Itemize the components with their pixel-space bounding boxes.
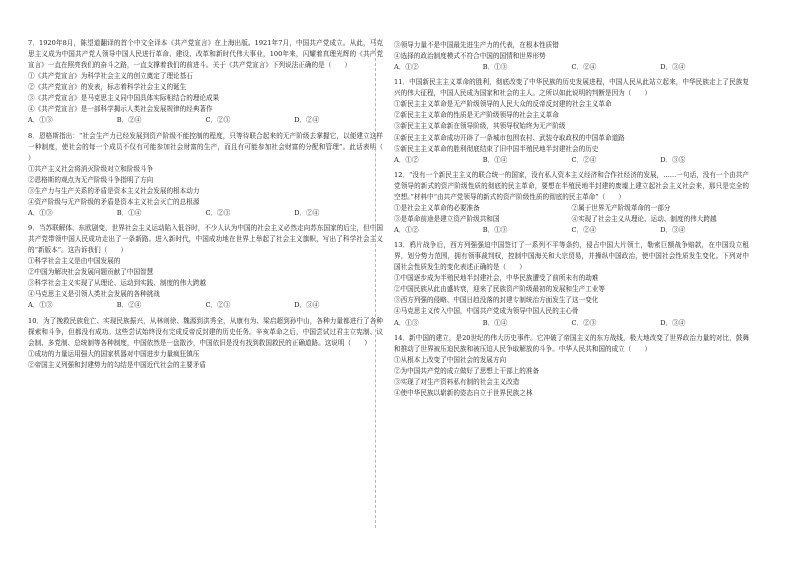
answer-option: C．②④ [571, 155, 597, 164]
right-column [394, 40, 749, 403]
question-stem: 9．当苏联解体、东欧剧变，世界社会主义运动陷入低谷时，不少人认为中国的社会主义必然走向苏东国家的后尘，但中国共产党带领中国人民成功走出了一条新路。进入新时代，中国成功地在世界上举起了社会主义旗帜，写出了科学社会主义的“新版本”。这告诉我们（ ） [28, 224, 383, 255]
answer-option: D．③④ [294, 301, 320, 310]
answer-option: A．①③ [394, 318, 419, 327]
answer-option: C．②③ [205, 301, 231, 310]
answer-option: D．②④ [294, 208, 320, 217]
statement-item: ①是社会主义革命的必要准备 [394, 203, 480, 212]
answer-option: B．②④ [116, 301, 142, 310]
statement-item: ①《共产党宣言》为科学社会主义的创立奠定了理论基石 [28, 72, 193, 81]
answer-option: D．③④ [660, 226, 686, 234]
statement-item: ②属于世界无产阶级革命的一部分 [571, 203, 671, 212]
answer-option: A．①③ [28, 116, 53, 125]
statement-item: ①成功的力量运用强大的国家机器对中国进步力量疯狂镇压 [28, 349, 200, 358]
statement-item: ②中国为解决社会发展问题贡献了中国智慧 [28, 268, 154, 277]
question-block [28, 131, 397, 220]
answer-option: D．②④ [294, 116, 320, 125]
statement-item: ③生产力与生产关系的矛盾是资本主义社会发展的根本动力 [28, 186, 200, 195]
statement-item: ④马克思主义传入中国，中国共产党成为领导中国人民的主心骨 [394, 307, 579, 316]
answer-options [28, 208, 383, 219]
answer-option: C．②③ [205, 208, 231, 217]
answer-options [394, 225, 749, 236]
question-stem: 7．1920年8月，陈望道翻译的首个中文全译本《共产党宣言》在上海出版。1921年7月，中国共产党成立。从此，马克思主义成为中国共产党人领导中国人民进行革命、建设、改革和新时代伟大事业，100年来，闪耀着真理光辉的《共产党宣言》一直在照亮我们的奋斗之路，一直支撑着我们的前进斗。关于《共产党宣言》下列说法正确的是（ ） [28, 39, 383, 70]
answer-option: C．②④ [571, 63, 597, 72]
answer-options [28, 115, 383, 126]
statement-item: ④选择的政治制度模式不符合中国的国情和世界形势 [394, 52, 546, 61]
answer-option: A．①② [394, 226, 419, 234]
statement-item: ①共产主义社会将消灭阶级对立和阶级斗争 [28, 164, 154, 173]
answer-option: A．①② [394, 155, 419, 164]
question-stem: 11．中国新民主主义革命的胜利，彻底改变了中华民族的历史发展进程，中国人民从此站立起来，中华民族走上了民族复兴的伟大征程，中国人民成为国家和社会的主人。之所以如此说明的判断是因为（ ） [394, 78, 749, 98]
answer-option: B．①③ [482, 226, 508, 234]
statement-item: ④实现了社会主义从理论、运动、制度的伟大跨越 [571, 214, 717, 223]
statement-item: ②帝国主义列强和封建势力的勾结是中国近代社会的主要矛盾 [28, 360, 207, 369]
statement-item: ①从根本上改变了中国社会的发展方向 [394, 355, 507, 364]
question-stem: 12．“没有一个新民主主义的联合统一的国家，没有私人资本主义经济和合作社经济的发展，……一句话，没有一个由共产党领导的新式的资产阶级性质的彻底的民主革命，要想在半殖民地半封建的废墟上建立起社会主义社会来，那只是完全的空想。”材料中“由共产党领导的新式的资产阶级性质的彻底的民主革命”（ ） [394, 170, 749, 201]
column-divider [375, 38, 376, 528]
question-stem: 10．为了挽救民族危亡、实现民族振兴，从林则徐、魏源到洪秀全，从康有为、梁启超到孙中山，各种力量都进行了各种探索和斗争，但都没有成功。这些尝试始终没有完成反帝反封建的历史任务。辛亥革命之后，中国尝试过君主立宪制、议会制、多党制、总统制等各种制度，中国依然是一盘散沙，中国依旧是没有找到救国救民的正确道路。这说明（ ） [28, 316, 383, 347]
statement-item: ②恩格斯的观点为无产阶级斗争指明了方向 [28, 175, 154, 184]
answer-options [394, 62, 749, 73]
left-column [28, 38, 397, 375]
statement-item: ③科学社会主义实现了从理论、运动到实践、制度的伟大跨越 [28, 279, 207, 288]
answer-option: A．①② [394, 63, 419, 72]
statement-item: ④马克思主义是引领人类社会发展的各种挑战 [28, 290, 160, 299]
statement-item: ③是革命前途是建立资产阶级共和国 [394, 214, 500, 223]
question-stem: 8．恩格斯指出：“社会生产力已经发展到资产阶级不能控制的程度，只等待联合起来的无产阶级去掌握它，以便建立这样一种制度，使社会的每一个成员不仅有可能参加社会财富的生产，而且有可能参加社会财富的分配和管理”。此话表明（ ） [28, 131, 397, 162]
answer-option: C．②④ [571, 226, 597, 234]
question-stem: 14．新中国的建立，是20世纪的伟大历史事件。它冲破了帝国主义的东方战线，极大地改变了世界政治力量的对比，鼓舞和推动了世界被压迫民族和被压迫人民争取解放的斗争。中华人民共和国的成立（ ） [394, 333, 749, 353]
answer-option: C．②③ [571, 318, 597, 327]
statement-item: ④《共产党宣言》是一部科学揭示人类社会发展规律的经典著作 [28, 105, 213, 114]
answer-option: B．①④ [482, 318, 508, 327]
question-block [394, 77, 749, 166]
answer-option: B．①④ [482, 155, 508, 164]
statement-item: ③《共产党宣言》是马克思主义同中国具体实际相结合的理论成果 [28, 94, 220, 103]
statement-item: ①新民主主义革命是无产阶级领导的人民大众的反帝反封建的社会主义革命 [394, 100, 612, 109]
answer-option: D．③④ [660, 63, 686, 72]
statement-item: ②新民主主义革命的性质是无产阶级领导的社会主义革命 [394, 111, 559, 120]
question-block [394, 40, 749, 73]
answer-option: D．③④ [660, 318, 686, 327]
statement-item: ③领导力量不是中国最先进生产力的代表，在根本性质错 [394, 41, 559, 49]
statement-item: ①中国逐步成为半殖民地半封建社会，中华民族遭受了前所未有的劫难 [394, 274, 599, 283]
answer-option: D．③⑤ [660, 155, 686, 164]
statement-item: ④使中华民族以崭新的姿态自立于世界民族之林 [394, 388, 533, 397]
answer-option: A．①③ [28, 208, 53, 217]
question-block [394, 240, 749, 329]
statement-item: ④新民主主义革命成功开辟了一条城市包围农村、武装夺取政权的中国革命道路 [394, 133, 625, 142]
question-stem: 13．鸦片战争后，西方列强强迫中国签订了一系列不平等条约，侵占中国大片领土，勒索巨额战争赔款，在中国设立租界，划分势力范围，拥有领事裁判权，控制中国海关和大宗贸易，并操纵中国政治，使中国社会性质发生变化。下列对中国社会性质发生的变化表述正确的是（ ） [394, 241, 749, 272]
statement-item: ③西方列强的侵略、中国日趋没落的封建专制统治方面发生了这一变化 [394, 296, 599, 305]
statement-pair-row [394, 203, 749, 214]
statement-item: ④资产阶级与无产阶级的矛盾是资本主义社会灭亡的总根源 [28, 197, 200, 206]
statement-item: ②中国民族从此由盛转衰，迎来了民族资产阶级最初的发展和生产工业等 [394, 285, 605, 294]
answer-option: C．②③ [205, 116, 231, 125]
statement-item: ①科学社会主义是由中国发展的 [28, 257, 121, 266]
statement-item: ③实现了对生产资料私有制的社会主义改造 [394, 377, 520, 386]
question-block [28, 38, 383, 127]
statement-item: ②《共产党宣言》的发表，标志着科学社会主义的诞生 [28, 83, 187, 92]
answer-option: B．②④ [116, 116, 142, 125]
answer-options [394, 318, 749, 329]
question-block [394, 170, 749, 236]
statement-item: ②为中国共产党的成立做好了思想上干部上的准备 [394, 366, 540, 375]
question-block [28, 316, 383, 371]
question-block [394, 333, 749, 399]
answer-option: A．①③ [28, 301, 53, 310]
answer-option: B．①④ [116, 208, 142, 217]
statement-item: ③新民主主义革命新在领导阶级，其领导权始终为无产阶级 [394, 122, 566, 131]
answer-option: B．①③ [482, 63, 508, 72]
statement-item: ⑤新民主主义革命的胜利彻底结束了旧中国半殖民地半封建社会的历史 [394, 144, 599, 153]
statement-pair-row [394, 214, 749, 225]
answer-options [394, 155, 749, 166]
answer-options [28, 300, 383, 311]
question-block [28, 223, 383, 312]
